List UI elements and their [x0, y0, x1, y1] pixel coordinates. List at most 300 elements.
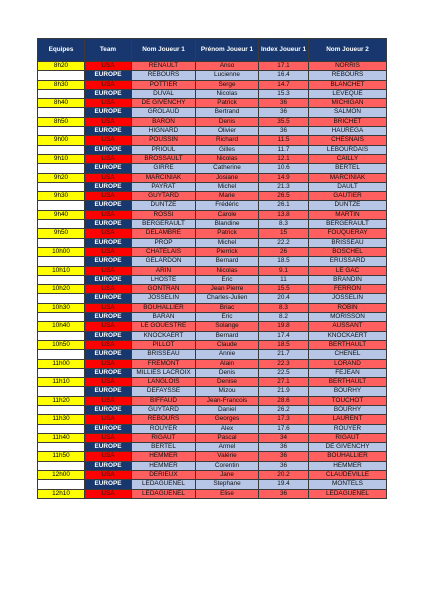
player1-firstname-cell: Nicolas [196, 154, 259, 163]
tee-time-cell: 9h20 [38, 173, 85, 182]
tee-time-cell: 9h40 [38, 210, 85, 219]
player1-lastname-cell: HEMMER [132, 452, 196, 461]
player1-index-cell: 15.5 [259, 285, 309, 294]
player2-lastname-cell: ROUYER [309, 424, 387, 433]
player2-lastname-cell: BOURHY [309, 405, 387, 414]
table-row [38, 127, 387, 136]
tee-time-cell: 10h30 [38, 303, 85, 312]
table-row [38, 359, 387, 368]
table-row [38, 443, 387, 452]
table-row [38, 192, 387, 201]
tee-time-cell: 11h00 [38, 359, 85, 368]
player1-firstname-cell: Pascal [196, 433, 259, 442]
player1-index-cell: 11 [259, 275, 309, 284]
player1-lastname-cell: BARAN [132, 313, 196, 322]
tee-time-cell: 9h10 [38, 154, 85, 163]
player1-lastname-cell: ARIN [132, 266, 196, 275]
player1-lastname-cell: LHOSTE [132, 275, 196, 284]
player1-lastname-cell: KNOCKAERT [132, 331, 196, 340]
team-cell: USA [85, 359, 132, 368]
table-row [38, 201, 387, 210]
player1-lastname-cell: DEFAYSSE [132, 387, 196, 396]
player1-lastname-cell: GELARDON [132, 257, 196, 266]
player1-firstname-cell: Olivier [196, 127, 259, 136]
player2-lastname-cell: LAURENT [309, 415, 387, 424]
tee-time-cell [38, 127, 85, 136]
player1-index-cell: 34 [259, 433, 309, 442]
player2-lastname-cell: BERTHAULT [309, 378, 387, 387]
player1-firstname-cell: Catherine [196, 164, 259, 173]
pairings-table [37, 38, 387, 499]
player1-lastname-cell: GUYTARD [132, 192, 196, 201]
player1-lastname-cell: BROSSAULT [132, 154, 196, 163]
tee-time-cell [38, 201, 85, 210]
header-equipes: Equipes [38, 39, 85, 62]
tee-time-cell: 9h50 [38, 229, 85, 238]
player2-lastname-cell: DAULT [309, 182, 387, 191]
table-row [38, 71, 387, 80]
tee-time-cell: 8h30 [38, 80, 85, 89]
table-row [38, 489, 387, 498]
player2-lastname-cell: AUSSANT [309, 322, 387, 331]
tee-time-cell: 8h40 [38, 99, 85, 108]
player1-firstname-cell: Denise [196, 378, 259, 387]
table-row [38, 415, 387, 424]
player1-lastname-cell: LEDAGUENEL [132, 480, 196, 489]
player1-lastname-cell: LANGLOIS [132, 378, 196, 387]
tee-time-cell [38, 350, 85, 359]
table-row [38, 173, 387, 182]
player1-index-cell: 17.4 [259, 331, 309, 340]
player1-firstname-cell: Pierrick [196, 247, 259, 256]
team-cell: EUROPE [85, 350, 132, 359]
player1-firstname-cell: Marie [196, 192, 259, 201]
table-row [38, 294, 387, 303]
tee-time-cell: 11h50 [38, 452, 85, 461]
player1-lastname-cell: HEMMER [132, 461, 196, 470]
table-row [38, 387, 387, 396]
player1-index-cell: 13.8 [259, 210, 309, 219]
team-cell: USA [85, 285, 132, 294]
player1-lastname-cell: REBOURS [132, 415, 196, 424]
player1-index-cell: 11.7 [259, 145, 309, 154]
team-cell: USA [85, 433, 132, 442]
player1-firstname-cell: Claude [196, 340, 259, 349]
player1-index-cell: 36 [259, 99, 309, 108]
tee-time-cell: 11h40 [38, 433, 85, 442]
player1-lastname-cell: ROSSI [132, 210, 196, 219]
player1-firstname-cell: Serge [196, 80, 259, 89]
team-cell: EUROPE [85, 257, 132, 266]
tee-time-cell [38, 443, 85, 452]
player1-firstname-cell: Nicolas [196, 89, 259, 98]
team-cell: USA [85, 192, 132, 201]
tee-time-cell [38, 387, 85, 396]
player1-lastname-cell: PAYRAT [132, 182, 196, 191]
player1-index-cell: 22.3 [259, 359, 309, 368]
player1-index-cell: 36 [259, 489, 309, 498]
player1-index-cell: 10.6 [259, 164, 309, 173]
player1-lastname-cell: HIGNARD [132, 127, 196, 136]
player2-lastname-cell: FOUQUERAY [309, 229, 387, 238]
player2-lastname-cell: HAUREGA [309, 127, 387, 136]
tee-time-cell [38, 424, 85, 433]
player1-index-cell: 26.1 [259, 201, 309, 210]
player1-index-cell: 15 [259, 229, 309, 238]
team-cell: USA [85, 415, 132, 424]
table-row [38, 452, 387, 461]
player1-firstname-cell: Bernard [196, 257, 259, 266]
tee-time-cell [38, 71, 85, 80]
team-cell: USA [85, 489, 132, 498]
player2-lastname-cell: LEDAGUENEL [309, 489, 387, 498]
player1-lastname-cell: GONTRAN [132, 285, 196, 294]
tee-time-cell: 8h50 [38, 117, 85, 126]
player1-lastname-cell: LEDAGUENEL [132, 489, 196, 498]
table-row [38, 424, 387, 433]
tee-time-cell [38, 220, 85, 229]
table-row [38, 368, 387, 377]
player1-firstname-cell: Jane [196, 471, 259, 480]
team-cell: USA [85, 340, 132, 349]
team-cell: USA [85, 322, 132, 331]
player2-lastname-cell: TOUCHOT [309, 396, 387, 405]
player1-firstname-cell: Frédéric [196, 201, 259, 210]
team-cell: EUROPE [85, 201, 132, 210]
header-row [38, 39, 387, 62]
team-cell: EUROPE [85, 443, 132, 452]
team-cell: EUROPE [85, 331, 132, 340]
player1-lastname-cell: CHATELAIS [132, 247, 196, 256]
player1-firstname-cell: Corentin [196, 461, 259, 470]
table-row [38, 313, 387, 322]
player1-index-cell: 14.7 [259, 80, 309, 89]
player1-firstname-cell: Gilles [196, 145, 259, 154]
tee-time-cell: 12h00 [38, 471, 85, 480]
tee-time-cell [38, 480, 85, 489]
player1-lastname-cell: PRIOUL [132, 145, 196, 154]
player1-lastname-cell: GIRRE [132, 164, 196, 173]
team-cell: USA [85, 378, 132, 387]
player2-lastname-cell: BRISSEAU [309, 238, 387, 247]
player1-lastname-cell: DELAMBRE [132, 229, 196, 238]
player1-firstname-cell: Denis [196, 368, 259, 377]
team-cell: EUROPE [85, 275, 132, 284]
player2-lastname-cell: MARCINIAK [309, 173, 387, 182]
header-team: Team [85, 39, 132, 62]
player1-index-cell: 36 [259, 127, 309, 136]
team-cell: USA [85, 210, 132, 219]
team-cell: EUROPE [85, 238, 132, 247]
team-cell: USA [85, 471, 132, 480]
player1-lastname-cell: GUYTARD [132, 405, 196, 414]
player2-lastname-cell: REBOURS [309, 71, 387, 80]
table-row [38, 396, 387, 405]
table-header [38, 39, 387, 62]
player1-lastname-cell: BERGERAULT [132, 220, 196, 229]
player1-lastname-cell: LE GOUESTRE [132, 322, 196, 331]
header-nom-joueur-2: Nom Joueur 2 [309, 39, 387, 62]
player1-index-cell: 17.1 [259, 62, 309, 71]
player1-index-cell: 36 [259, 461, 309, 470]
table-row [38, 331, 387, 340]
team-cell: EUROPE [85, 145, 132, 154]
player1-index-cell: 26.5 [259, 192, 309, 201]
tee-time-cell [38, 331, 85, 340]
team-cell: USA [85, 229, 132, 238]
player2-lastname-cell: LEVEQUE [309, 89, 387, 98]
team-cell: USA [85, 452, 132, 461]
tee-time-cell: 10h50 [38, 340, 85, 349]
header-prenom-joueur-1: Prénom Joueur 1 [196, 39, 259, 62]
team-cell: EUROPE [85, 89, 132, 98]
player1-firstname-cell: Annie [196, 350, 259, 359]
player1-firstname-cell: Michel [196, 182, 259, 191]
tee-time-cell: 12h10 [38, 489, 85, 498]
table-row [38, 136, 387, 145]
tee-time-cell [38, 275, 85, 284]
tee-time-cell: 10h10 [38, 266, 85, 275]
table-body [38, 62, 387, 499]
table-row [38, 220, 387, 229]
player1-firstname-cell: Richard [196, 136, 259, 145]
player2-lastname-cell: MONTELS [309, 480, 387, 489]
player1-lastname-cell: BOUHALLIER [132, 303, 196, 312]
team-cell: EUROPE [85, 220, 132, 229]
team-cell: EUROPE [85, 461, 132, 470]
player1-firstname-cell: Michel [196, 238, 259, 247]
player1-index-cell: 9.1 [259, 266, 309, 275]
table-row [38, 285, 387, 294]
team-cell: USA [85, 62, 132, 71]
table-row [38, 461, 387, 470]
player1-index-cell: 14.9 [259, 173, 309, 182]
player1-index-cell: 21.9 [259, 387, 309, 396]
player1-firstname-cell: Georges [196, 415, 259, 424]
table-row [38, 340, 387, 349]
team-cell: EUROPE [85, 164, 132, 173]
player2-lastname-cell: BRANDIN [309, 275, 387, 284]
player2-lastname-cell: LE GAC [309, 266, 387, 275]
table-row [38, 350, 387, 359]
table-row [38, 164, 387, 173]
player1-index-cell: 8.3 [259, 303, 309, 312]
player1-firstname-cell: Bertrand [196, 108, 259, 117]
player1-index-cell: 35.5 [259, 117, 309, 126]
player1-index-cell: 22.5 [259, 368, 309, 377]
player2-lastname-cell: MARTIN [309, 210, 387, 219]
tee-time-cell: 10h40 [38, 322, 85, 331]
player1-index-cell: 8.3 [259, 220, 309, 229]
player1-lastname-cell: DUNTZE [132, 201, 196, 210]
tee-time-cell: 8h20 [38, 62, 85, 71]
player1-lastname-cell: BIFFAUD [132, 396, 196, 405]
tee-time-cell [38, 164, 85, 173]
player1-firstname-cell: Alex [196, 424, 259, 433]
table-row [38, 210, 387, 219]
team-cell: USA [85, 136, 132, 145]
player1-firstname-cell: Lucienne [196, 71, 259, 80]
team-cell: USA [85, 173, 132, 182]
team-cell: USA [85, 80, 132, 89]
player1-index-cell: 18.5 [259, 257, 309, 266]
tee-time-cell: 11h30 [38, 415, 85, 424]
player1-index-cell: 26.2 [259, 405, 309, 414]
team-cell: EUROPE [85, 387, 132, 396]
player2-lastname-cell: FEJEAN [309, 368, 387, 377]
player1-index-cell: 18.5 [259, 340, 309, 349]
player1-lastname-cell: POUSSIN [132, 136, 196, 145]
player2-lastname-cell: LEBOURDAIS [309, 145, 387, 154]
player1-firstname-cell: Denis [196, 117, 259, 126]
tee-time-cell [38, 368, 85, 377]
player2-lastname-cell: BRICHET [309, 117, 387, 126]
player1-lastname-cell: PILLOT [132, 340, 196, 349]
team-cell: EUROPE [85, 480, 132, 489]
player1-firstname-cell: Solange [196, 322, 259, 331]
tee-time-cell: 9h00 [38, 136, 85, 145]
player2-lastname-cell: BOURHY [309, 387, 387, 396]
player1-index-cell: 19.8 [259, 322, 309, 331]
table-row [38, 322, 387, 331]
table-row [38, 480, 387, 489]
table-row [38, 89, 387, 98]
team-cell: EUROPE [85, 127, 132, 136]
player2-lastname-cell: JOSSELIN [309, 294, 387, 303]
player1-index-cell: 27.1 [259, 378, 309, 387]
player1-index-cell: 21.7 [259, 350, 309, 359]
team-cell: EUROPE [85, 424, 132, 433]
team-cell: EUROPE [85, 368, 132, 377]
table-row [38, 117, 387, 126]
player1-firstname-cell: Valérie [196, 452, 259, 461]
player1-index-cell: 28.6 [259, 396, 309, 405]
team-cell: EUROPE [85, 294, 132, 303]
player1-lastname-cell: BARON [132, 117, 196, 126]
team-cell: EUROPE [85, 182, 132, 191]
table-row [38, 257, 387, 266]
player1-index-cell: 36 [259, 452, 309, 461]
player1-firstname-cell: Eric [196, 313, 259, 322]
tee-time-cell: 9h30 [38, 192, 85, 201]
player2-lastname-cell: NORRIS [309, 62, 387, 71]
player1-index-cell: 15.3 [259, 89, 309, 98]
player2-lastname-cell: SALMON [309, 108, 387, 117]
tee-time-cell [38, 89, 85, 98]
player2-lastname-cell: DE GIVENCHY [309, 443, 387, 452]
player2-lastname-cell: DUNTZE [309, 201, 387, 210]
player2-lastname-cell: CAILLY [309, 154, 387, 163]
player1-lastname-cell: BERTEL [132, 443, 196, 452]
tee-time-cell: 11h20 [38, 396, 85, 405]
player2-lastname-cell: KNOCKAERT [309, 331, 387, 340]
player1-firstname-cell: Carole [196, 210, 259, 219]
player2-lastname-cell: BERTEL [309, 164, 387, 173]
player2-lastname-cell: CHESNAIS [309, 136, 387, 145]
tee-time-cell [38, 238, 85, 247]
player1-index-cell: 11.5 [259, 136, 309, 145]
table-row [38, 229, 387, 238]
player1-firstname-cell: Bernard [196, 331, 259, 340]
team-cell: EUROPE [85, 405, 132, 414]
table-row [38, 378, 387, 387]
player1-index-cell: 26 [259, 247, 309, 256]
player1-firstname-cell: Anso [196, 62, 259, 71]
player1-index-cell: 20.4 [259, 294, 309, 303]
player1-firstname-cell: Elise [196, 489, 259, 498]
player1-firstname-cell: Patrick [196, 99, 259, 108]
tee-time-cell [38, 461, 85, 470]
player2-lastname-cell: RIGAUT [309, 433, 387, 442]
tee-time-cell [38, 405, 85, 414]
player1-firstname-cell: Blandine [196, 220, 259, 229]
player2-lastname-cell: LORAND [309, 359, 387, 368]
player2-lastname-cell: CHENEL [309, 350, 387, 359]
header-index-joueur-1: Index Joueur 1 [259, 39, 309, 62]
player1-firstname-cell: Armel [196, 443, 259, 452]
player2-lastname-cell: MORISSON [309, 313, 387, 322]
table-row [38, 154, 387, 163]
player1-lastname-cell: MARCINIAK [132, 173, 196, 182]
tee-time-cell [38, 257, 85, 266]
team-cell: USA [85, 154, 132, 163]
table-row [38, 471, 387, 480]
player1-firstname-cell: Stephane [196, 480, 259, 489]
player1-lastname-cell: GROLAUD [132, 108, 196, 117]
player1-firstname-cell: Patrick [196, 229, 259, 238]
player2-lastname-cell: BERTHAULT [309, 340, 387, 349]
player2-lastname-cell: ERUSSARD [309, 257, 387, 266]
player2-lastname-cell: MICHIGAN [309, 99, 387, 108]
player1-index-cell: 19.4 [259, 480, 309, 489]
player1-firstname-cell: Mizou [196, 387, 259, 396]
table-row [38, 433, 387, 442]
player1-lastname-cell: RENAULT [132, 62, 196, 71]
player2-lastname-cell: GAUTIER [309, 192, 387, 201]
table-row [38, 238, 387, 247]
player1-firstname-cell: Jean-Francois [196, 396, 259, 405]
player1-index-cell: 36 [259, 443, 309, 452]
table-row [38, 266, 387, 275]
tee-time-cell [38, 108, 85, 117]
player1-firstname-cell: Briac [196, 303, 259, 312]
player1-index-cell: 36 [259, 108, 309, 117]
player1-index-cell: 21.3 [259, 182, 309, 191]
team-cell: EUROPE [85, 108, 132, 117]
player1-firstname-cell: Charles-Julien [196, 294, 259, 303]
player1-firstname-cell: Nicolas [196, 266, 259, 275]
player2-lastname-cell: ROBIN [309, 303, 387, 312]
player2-lastname-cell: HEMMER [309, 461, 387, 470]
team-cell: USA [85, 247, 132, 256]
player1-lastname-cell: PROP [132, 238, 196, 247]
player1-lastname-cell: DERIEUX [132, 471, 196, 480]
player1-firstname-cell: Jean Pierre [196, 285, 259, 294]
header-nom-joueur-1: Nom Joueur 1 [132, 39, 196, 62]
tee-time-cell: 10h20 [38, 285, 85, 294]
player1-lastname-cell: DE GIVENCHY [132, 99, 196, 108]
player2-lastname-cell: CLAUDEVILLE [309, 471, 387, 480]
table-row [38, 275, 387, 284]
team-cell: USA [85, 266, 132, 275]
player1-index-cell: 12.1 [259, 154, 309, 163]
team-cell: USA [85, 396, 132, 405]
tee-time-cell: 11h10 [38, 378, 85, 387]
tee-time-cell: 10h00 [38, 247, 85, 256]
player1-lastname-cell: BRISSEAU [132, 350, 196, 359]
player1-lastname-cell: RIGAUT [132, 433, 196, 442]
table-row [38, 108, 387, 117]
